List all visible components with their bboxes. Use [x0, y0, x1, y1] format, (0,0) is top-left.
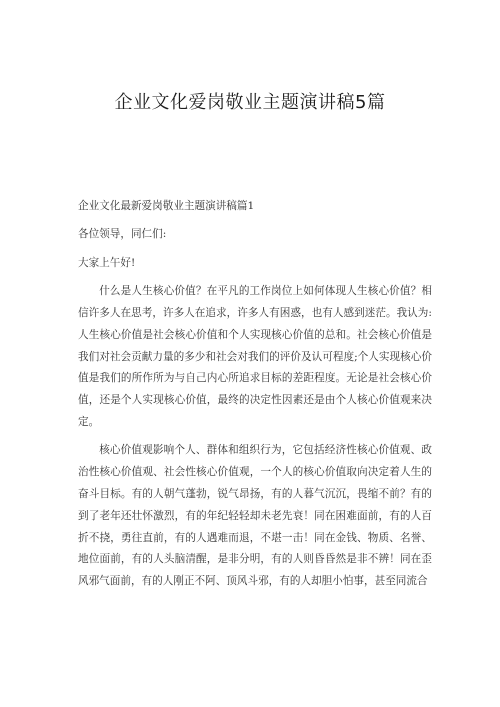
- document-body: [78, 196, 432, 600]
- greeting: 大家上午好!: [78, 256, 136, 269]
- salutation: 各位领导，同仁们:: [78, 228, 167, 241]
- body-paragraph: 核心价值观影响个人、群体和组织行为，它包括经济性核心价值观、政治性核心价值观、社会性核心价值观，一个人的核心价值取向决定着人生的奋斗目标。有的人朝气蓬勃，锐气昂扬，有的人暮气沉沉，畏缩不前？有的到了老年还壮怀激烈，有的年纪轻轻却未老先衰！同在困难面前，有的人百折不挠，勇往直前，有的人遇难而退，不堪一击！同在金钱、物质、名誉、地位面前，有的人头脑清醒，是非分明，有的人则昏昏然是非不辨！同在歪风邪气面前，有的人刚正不阿、顶风斗邪，有的人却胆小怕事，甚至同流合: [78, 444, 432, 588]
- section-heading: 企业文化最新爱岗敬业主题演讲稿篇1: [78, 200, 255, 212]
- page-title: 企业文化爱岗敬业主题演讲稿5篇: [114, 92, 386, 113]
- body-paragraph: 什么是人生核心价值？在平凡的工作岗位上如何体现人生核心价值？相信许多人在思考，许多人在追求，许多人有困惑，也有人感到迷茫。我认为:人生核心价值是社会核心价值和个人实现核心价值的总和。社会核心价值是我们对社会贡献力量的多少和社会对我们的评价及认可程度;个人实现核心价值是我们的所作所为与自己内心所追求目标的差距程度。无论是社会核心价值，还是个人实现核心价值，最终的决定性因素还是由个人核心价值观来决定。: [78, 285, 432, 428]
